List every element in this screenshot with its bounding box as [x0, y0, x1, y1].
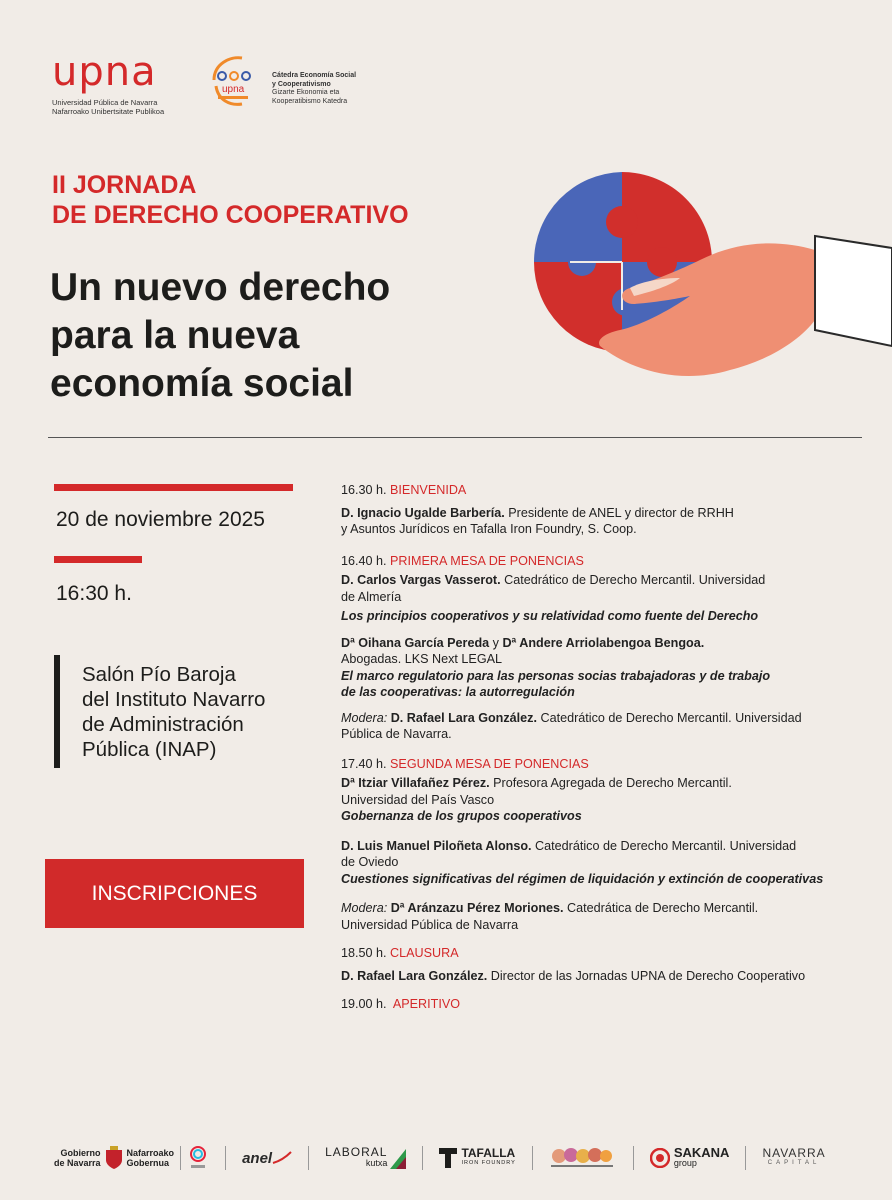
s3-p1-desc-b: Universidad del País Vasco	[341, 792, 495, 807]
page-title	[50, 264, 390, 408]
navarra-sub: CAPITAL	[767, 1160, 821, 1166]
tafalla-logo	[439, 1148, 515, 1168]
header-divider	[48, 437, 862, 438]
s5-time: 19.00 h.	[341, 997, 387, 1011]
s2-p2-desc: Abogadas. LKS Next LEGAL	[341, 652, 503, 666]
gobierno-navarra-logo	[54, 1146, 174, 1170]
s2-p2-talk-a: El marco regulatorio para las personas socias trabajadoras y de trabajo	[341, 668, 771, 683]
s2-mod-label: Modera:	[341, 710, 388, 725]
program	[341, 482, 881, 1013]
gob-line-2: de Navarra	[54, 1158, 101, 1168]
naf-line-1: Nafarroako	[126, 1148, 175, 1158]
s2-mod-name: D. Rafael Lara González.	[387, 710, 537, 725]
naf-line-2: Gobernua	[126, 1158, 170, 1168]
s3-mod-desc-a: Catedrática de Derecho Mercantil.	[563, 901, 759, 915]
catedra-line-3: Gizarte Ekonomia eta	[272, 89, 340, 96]
s3-p2-talk: Cuestiones significativas del régimen de liquidación y extinción de cooperativas	[341, 871, 824, 886]
s2-mod-desc-b: Pública de Navarra.	[341, 727, 452, 741]
gob-line-1: Gobierno	[60, 1148, 101, 1158]
sakana-logo	[650, 1147, 730, 1169]
s2-p2-and: y	[489, 635, 503, 650]
s2-label: PRIMERA MESA DE PONENCIAS	[390, 553, 584, 568]
s3-time: 17.40 h.	[341, 756, 387, 771]
s5-label: APERITIVO	[392, 997, 461, 1011]
upna-logo	[52, 49, 165, 116]
catedra-logo	[208, 54, 356, 110]
s4-speaker: D. Rafael Lara González.	[341, 968, 488, 983]
s1-speaker: D. Ignacio Ugalde Barbería.	[341, 505, 505, 520]
tafalla-sub: IRON FOUNDRY	[461, 1160, 516, 1166]
event-time: 16:30 h.	[56, 582, 132, 605]
event-date: 20 de noviembre 2025	[56, 508, 265, 531]
s3-p2-desc-b: de Oviedo	[341, 855, 399, 869]
laboral-kutxa-icon	[390, 1147, 406, 1169]
s4-time: 18.50 h.	[341, 946, 387, 960]
event-tag-line-2: DE DERECHO COOPERATIVO	[52, 201, 409, 229]
navarra-word: NAVARRA	[762, 1146, 826, 1160]
s3-p1-speaker: Dª Itziar Villafañez Pérez.	[341, 776, 490, 790]
time-accent-bar	[54, 556, 142, 563]
agenda-2030-icon	[187, 1145, 209, 1171]
anel-swoosh-icon	[272, 1151, 292, 1165]
s1-desc-a: Presidente de ANEL y director de RRHH	[504, 505, 734, 520]
s1-time: 16.30 h.	[341, 483, 387, 497]
anel-word: anel	[242, 1149, 273, 1167]
s1-desc-b: y Asuntos Jurídicos en Tafalla Iron Foundry, S. Coop.	[341, 522, 637, 536]
circles-sponsor-logo	[549, 1147, 617, 1169]
tafalla-word: TAFALLA	[461, 1146, 516, 1160]
s3-p1-talk: Gobernanza de los grupos cooperativos	[341, 809, 582, 823]
venue-line-2: del Instituto Navarro	[82, 688, 266, 711]
upna-wordmark: upna	[52, 49, 157, 95]
venue-line-1: Salón Pío Baroja	[82, 663, 236, 686]
anel-logo	[242, 1150, 292, 1167]
sponsor-logos	[54, 1138, 844, 1178]
s3-mod-label: Modera:	[341, 901, 388, 915]
title-line-1: Un nuevo derecho	[50, 266, 391, 309]
s2-mod-desc-a: Catedrático de Derecho Mercantil. Universidad	[536, 710, 802, 725]
sakana-word: SAKANA	[673, 1145, 730, 1160]
laboral-word: LABORAL	[325, 1145, 388, 1159]
event-venue	[82, 662, 265, 762]
navarra-shield-icon	[105, 1146, 123, 1170]
s2-p2-speaker-b: Dª Andere Arriolabengoa Bengoa.	[502, 635, 705, 650]
s3-p2-desc-a: Catedrático de Derecho Mercantil. Universidad	[531, 838, 797, 853]
s4-label: CLAUSURA	[390, 946, 459, 960]
catedra-emblem-icon	[208, 54, 266, 110]
inscripciones-button[interactable]: INSCRIPCIONES	[45, 859, 304, 928]
s3-p1-desc-a: Profesora Agregada de Derecho Mercantil.	[489, 776, 732, 790]
s2-p1-desc-b: de Almería	[341, 589, 402, 604]
venue-accent-line	[54, 655, 60, 768]
s3-p2-speaker: D. Luis Manuel Piloñeta Alonso.	[341, 838, 532, 853]
s2-time: 16.40 h.	[341, 553, 387, 568]
s3-mod-name: Dª Aránzazu Pérez Moriones.	[387, 901, 564, 915]
s2-p1-speaker: D. Carlos Vargas Vasserot.	[341, 573, 501, 587]
s1-label: BIENVENIDA	[390, 483, 467, 497]
s4-desc: Director de las Jornadas UPNA de Derecho Cooperativo	[487, 968, 806, 983]
venue-line-4: Pública (INAP)	[82, 738, 217, 761]
navarra-capital-logo	[762, 1148, 825, 1168]
puzzle-hand-illustration	[530, 170, 892, 400]
s2-p1-desc-a: Catedrático de Derecho Mercantil. Universidad	[500, 573, 766, 587]
catedra-line-4: Kooperatibismo Katedra	[272, 97, 348, 105]
sakana-sub: group	[673, 1158, 697, 1168]
s2-p2-talk-b: de las cooperativas: la autorregulación	[341, 685, 575, 699]
s2-p2-speaker-a: Dª Oihana García Pereda	[341, 635, 490, 650]
tafalla-icon	[439, 1148, 457, 1168]
title-line-3: economía social	[50, 362, 354, 405]
laboral-kutxa-logo	[325, 1147, 406, 1169]
event-tag	[52, 170, 409, 230]
s3-mod-desc-b: Universidad Pública de Navarra	[341, 917, 519, 932]
s2-p1-talk: Los principios cooperativos y su relatividad como fuente del Derecho	[341, 609, 759, 623]
catedra-line-1: Cátedra Economía Social	[272, 72, 357, 79]
title-line-2: para la nueva	[50, 314, 300, 357]
kutxa-word: kutxa	[365, 1158, 388, 1168]
s3-label: SEGUNDA MESA DE PONENCIAS	[390, 756, 589, 771]
venue-line-3: de Administración	[82, 713, 244, 736]
catedra-emblem-word: upna	[222, 84, 245, 95]
event-tag-line-1: II JORNADA	[52, 171, 197, 199]
date-accent-bar	[54, 484, 293, 491]
upna-subtitle-eu: Nafarroako Unibertsitate Publikoa	[52, 107, 165, 116]
sakana-icon	[650, 1148, 670, 1168]
catedra-line-2: y Cooperativismo	[272, 80, 331, 88]
upna-subtitle-es: Universidad Pública de Navarra	[52, 98, 158, 107]
